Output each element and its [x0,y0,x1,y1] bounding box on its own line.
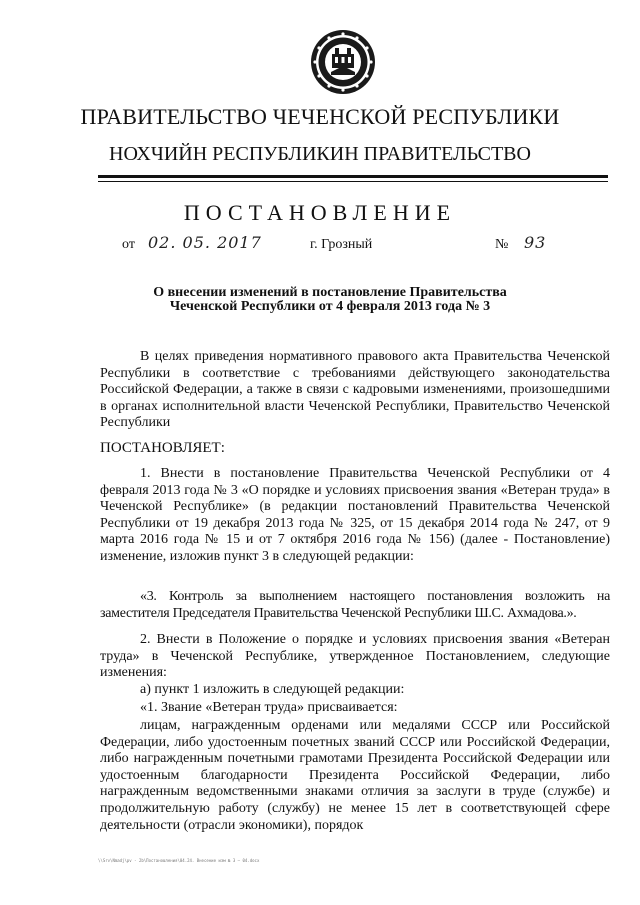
item-2-paragraph: 2. Внести в Положение о порядке и условиях присвоения звания «Ветеран труда» в Чеченской Республике, утвержденное Постановлением, следующие изменения: [100,632,610,681]
heading-line-1: О внесении изменений в постановление Правительства [153,285,507,300]
header-divider-thin [98,181,608,182]
item-2-block [100,632,610,682]
government-subtitle: НОХЧИЙН РЕСПУБЛИКИН ПРАВИТЕЛЬСТВО [109,143,531,165]
document-date: 02. 05. 2017 [148,233,262,252]
government-title: ПРАВИТЕЛЬСТВО ЧЕЧЕНСКОЙ РЕСПУБЛИКИ [80,104,560,129]
item-1-block [100,466,610,566]
document-heading [110,286,550,314]
coat-of-arms-emblem-icon [309,28,377,96]
resolves-block [100,440,610,457]
file-path-footer: \\Srv\Nmadj\pv - 2b\Постановления\04.24. Внесение изм № 3 — 04.docx [98,858,260,863]
document-type: ПОСТАНОВЛЕНИЕ [183,200,457,225]
item-2a-paragraph: а) пункт 1 изложить в следующей редакции: [140,682,405,697]
header-divider-thick [98,175,608,178]
item-2a-block [100,682,610,699]
document-city: г. Грозный [310,237,373,252]
item-2a-text-block [100,718,610,834]
item-2a-quote-block [100,700,610,717]
item-2a-text: лицам, награжденным орденами или медалями СССР или Российской Федерации, либо удостоенным почетных званий СССР или Российской Федерации, либо награжденным почетными грамотами Президента Российской Федерации или удостоенным благодарности Президента Российской Федерации, либо награжденным ведомственными знаками отличия за заслуги в труде (службе) и продолжительную работу (службу) не менее 15 лет в соответствующей сфере деятельности (отрасли экономики), порядок [100,718,610,833]
document-number: 93 [524,233,547,252]
item-1-quote: «3. Контроль за выполнением настоящего постановления возложить на заместителя Председателя Правительства Чеченской Республики Ш.С. Ахмадова.». [100,589,610,621]
preamble-block [100,349,610,432]
number-prefix: № [495,237,509,252]
heading-line-2: Чеченской Республики от 4 февраля 2013 года № 3 [169,299,491,314]
preamble-paragraph: В целях приведения нормативного правового акта Правительства Чеченской Республики в соответствие с требованиями действующего законодательства Российской Федерации, а также в связи с кадровыми изменениями, произошедшими в органах исполнительной власти Чеченской Республики, Правительство Чеченской Республики [100,349,610,431]
resolves-label: ПОСТАНОВЛЯЕТ: [100,440,225,456]
item-1-quote-block [100,589,610,622]
item-1-paragraph: 1. Внести в постановление Правительства Чеченской Республики от 4 февраля 2013 года № 3 «О порядке и условиях присвоения звания «Ветеран труда» в Чеченской Республике» (в редакции постановлений Правительства Чеченской Республики от 19 декабря 2013 года № 325, от 15 декабря 2014 года № 247, от 9 марта 2016 года № 15 и от 7 октября 2016 года № 156) (далее - Постановление) изменение, изложив пункт 3 в следующей редакции: [100,466,610,564]
item-2a-quote: «1. Звание «Ветеран труда» присваивается: [140,700,398,715]
date-prefix: от [122,237,135,252]
